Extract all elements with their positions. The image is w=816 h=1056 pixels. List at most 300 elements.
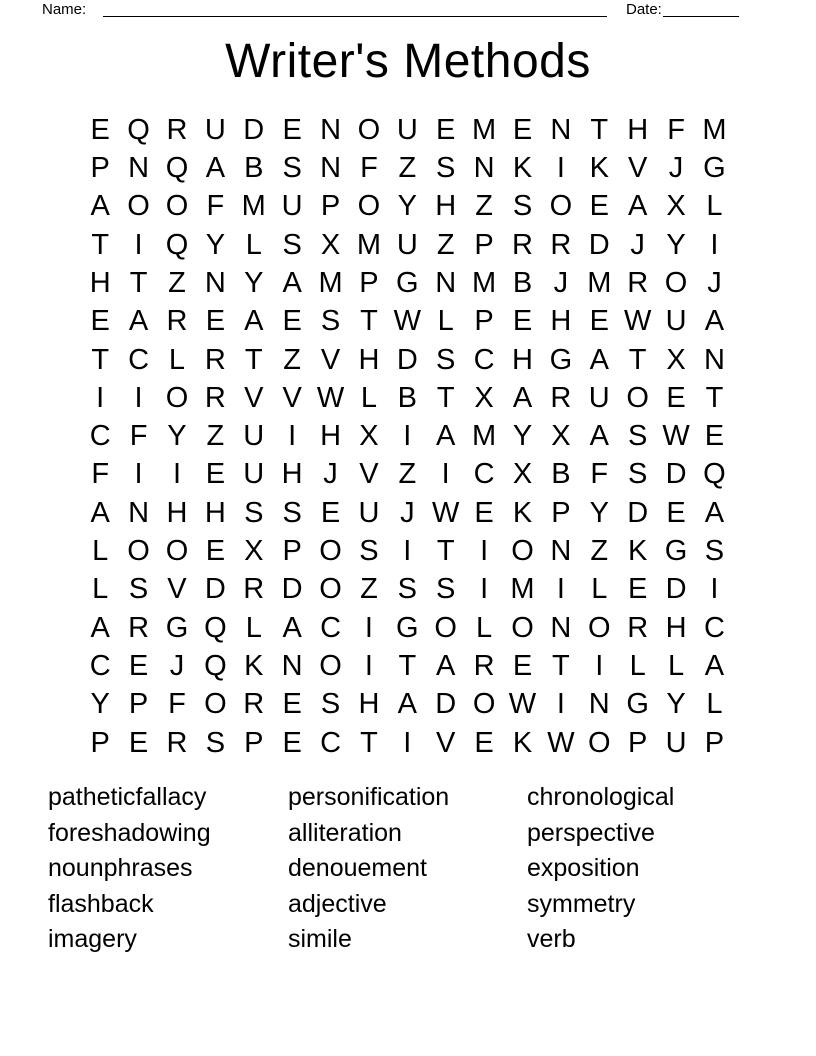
grid-letter: L bbox=[437, 305, 454, 338]
grid-letter: B bbox=[244, 151, 264, 184]
grid-letter: H bbox=[550, 305, 572, 338]
grid-letter: Z bbox=[360, 573, 378, 606]
grid-letter: D bbox=[665, 573, 687, 606]
word-list-item: adjective bbox=[288, 889, 387, 918]
grid-letter: E bbox=[627, 573, 648, 606]
grid-letter: S bbox=[704, 535, 725, 568]
grid-letter: O bbox=[319, 573, 342, 606]
grid-letter: T bbox=[436, 381, 455, 414]
grid-letter: O bbox=[204, 688, 227, 721]
grid-letter: P bbox=[90, 726, 110, 759]
grid-letter: Y bbox=[589, 496, 609, 529]
grid-letter: O bbox=[511, 535, 534, 568]
grid-letter: W bbox=[547, 726, 575, 759]
grid-letter: S bbox=[512, 190, 533, 223]
grid-letter: P bbox=[474, 228, 494, 261]
grid-letter: X bbox=[474, 381, 494, 414]
grid-letter: E bbox=[512, 650, 533, 683]
word-list-item: personification bbox=[288, 783, 450, 811]
grid-letter: L bbox=[591, 573, 608, 606]
grid-letter: E bbox=[512, 113, 533, 146]
grid-letter: R bbox=[550, 228, 572, 261]
grid-letter: M bbox=[702, 113, 727, 146]
grid-letter: O bbox=[357, 113, 381, 146]
grid-letter: I bbox=[710, 228, 719, 261]
grid-letter: V bbox=[436, 726, 456, 759]
grid-letter: T bbox=[129, 266, 148, 299]
grid-letter: W bbox=[393, 305, 421, 338]
grid-letter: Z bbox=[398, 151, 417, 184]
grid-letter: I bbox=[441, 458, 450, 491]
grid-letter: X bbox=[359, 420, 379, 453]
grid-letter: D bbox=[281, 573, 303, 606]
grid-letter: Y bbox=[244, 266, 264, 299]
grid-letter: G bbox=[664, 535, 688, 568]
grid-letter: M bbox=[472, 420, 497, 453]
grid-letter: E bbox=[589, 305, 609, 338]
grid-letter: C bbox=[89, 650, 111, 683]
grid-letter: U bbox=[396, 228, 418, 261]
name-label: Name: bbox=[42, 1, 87, 18]
grid-letter: L bbox=[245, 228, 262, 261]
grid-letter: R bbox=[550, 381, 572, 414]
grid-letter: N bbox=[550, 611, 572, 644]
grid-letter: K bbox=[244, 650, 264, 683]
grid-letter: E bbox=[205, 535, 226, 568]
grid-letter: E bbox=[436, 113, 456, 146]
grid-letter: C bbox=[473, 458, 495, 491]
grid-letter: S bbox=[282, 151, 302, 184]
grid-letter: X bbox=[666, 190, 686, 223]
grid-letter: N bbox=[204, 266, 226, 299]
grid-letter: H bbox=[89, 266, 111, 299]
word-list-item: foreshadowing bbox=[48, 818, 211, 847]
grid-letter: S bbox=[320, 305, 341, 338]
grid-letter: E bbox=[666, 496, 686, 529]
grid-letter: K bbox=[512, 726, 533, 759]
grid-letter: C bbox=[703, 611, 725, 644]
grid-letter: I bbox=[556, 573, 565, 606]
grid-letter: O bbox=[165, 535, 189, 568]
grid-letter: J bbox=[323, 458, 338, 491]
grid-letter: D bbox=[243, 113, 265, 146]
grid-letter: E bbox=[666, 381, 686, 414]
grid-letter: V bbox=[167, 573, 187, 606]
grid-letter: T bbox=[552, 650, 570, 683]
word-list-column-1 bbox=[48, 780, 288, 958]
grid-letter: J bbox=[169, 650, 185, 683]
grid-letter: V bbox=[244, 381, 264, 414]
grid-letter: W bbox=[316, 381, 345, 414]
grid-letter: G bbox=[396, 611, 419, 644]
grid-letter: S bbox=[436, 573, 456, 606]
grid-letter: T bbox=[590, 113, 609, 146]
grid-letter: H bbox=[166, 496, 188, 529]
grid-letter: F bbox=[206, 190, 225, 223]
grid-letter: V bbox=[627, 151, 648, 184]
word-list-column-3 bbox=[527, 780, 767, 958]
grid-letter: I bbox=[172, 458, 181, 491]
grid-letter: O bbox=[357, 190, 381, 223]
word-list-item: exposition bbox=[527, 854, 640, 883]
grid-letter: M bbox=[587, 266, 612, 299]
grid-letter: L bbox=[360, 381, 377, 414]
grid-letter: Y bbox=[90, 688, 110, 721]
grid-letter: C bbox=[320, 611, 342, 644]
grid-letter: F bbox=[91, 458, 110, 491]
grid-letter: S bbox=[436, 343, 456, 376]
grid-letter: O bbox=[127, 190, 150, 223]
grid-letter: D bbox=[588, 228, 610, 261]
grid-letter: L bbox=[706, 688, 723, 721]
grid-letter: C bbox=[473, 343, 495, 376]
grid-letter: R bbox=[204, 381, 226, 414]
grid-letter: M bbox=[472, 113, 497, 146]
grid-letter: G bbox=[549, 343, 573, 376]
grid-letter: U bbox=[204, 113, 226, 146]
grid-letter: A bbox=[397, 688, 417, 721]
grid-letter: E bbox=[704, 420, 725, 453]
grid-letter: L bbox=[706, 190, 723, 223]
grid-letter: R bbox=[627, 611, 649, 644]
grid-letter: B bbox=[397, 381, 417, 414]
grid-letter: A bbox=[90, 496, 110, 529]
grid-letter: J bbox=[630, 228, 645, 261]
grid-letter: N bbox=[588, 688, 610, 721]
grid-letter: P bbox=[320, 190, 341, 223]
grid-letter: S bbox=[244, 496, 264, 529]
grid-letter: S bbox=[320, 688, 341, 721]
grid-letter: N bbox=[281, 650, 303, 683]
grid-letter: Y bbox=[666, 228, 686, 261]
grid-letter: A bbox=[282, 266, 302, 299]
grid-letter: G bbox=[165, 611, 189, 644]
word-list-item: perspective bbox=[527, 818, 655, 847]
grid-letter: E bbox=[282, 113, 302, 146]
grid-letter: T bbox=[436, 535, 455, 568]
grid-letter: C bbox=[320, 726, 342, 759]
grid-letter: F bbox=[168, 688, 186, 721]
grid-letter: U bbox=[358, 496, 380, 529]
grid-letter: R bbox=[512, 228, 533, 261]
grid-letter: F bbox=[590, 458, 609, 491]
word-list-item: symmetry bbox=[527, 889, 636, 918]
grid-letter: M bbox=[318, 266, 343, 299]
grid-letter: R bbox=[243, 573, 265, 606]
grid-letter: I bbox=[134, 458, 143, 491]
grid-letter: N bbox=[320, 113, 342, 146]
grid-letter: G bbox=[703, 151, 726, 184]
grid-letter: W bbox=[662, 420, 690, 453]
grid-letter: P bbox=[551, 496, 571, 529]
grid-letter: I bbox=[134, 228, 143, 261]
grid-letter: Q bbox=[204, 650, 227, 683]
grid-letter: H bbox=[627, 113, 649, 146]
page-title: Writer's Methods bbox=[225, 35, 591, 88]
grid-letter: P bbox=[627, 726, 648, 759]
grid-letter: O bbox=[511, 611, 534, 644]
grid-letter: I bbox=[134, 381, 143, 414]
grid-letter: L bbox=[476, 611, 493, 644]
word-list-item: flashback bbox=[48, 889, 154, 918]
grid-letter: O bbox=[127, 535, 150, 568]
grid-letter: L bbox=[667, 650, 685, 683]
grid-letter: E bbox=[282, 305, 302, 338]
grid-letter: K bbox=[627, 535, 648, 568]
grid-letter: E bbox=[512, 305, 533, 338]
grid-letter: M bbox=[356, 228, 382, 261]
grid-letter: T bbox=[91, 343, 110, 376]
grid-letter: E bbox=[128, 650, 149, 683]
grid-letter: W bbox=[508, 688, 537, 721]
grid-letter: T bbox=[91, 228, 110, 261]
grid-letter: I bbox=[710, 573, 719, 606]
grid-letter: U bbox=[665, 305, 687, 338]
grid-letter: I bbox=[364, 650, 373, 683]
grid-letter: O bbox=[472, 688, 496, 721]
grid-letter: N bbox=[128, 496, 150, 529]
grid-letter: J bbox=[400, 496, 415, 529]
grid-letter: Q bbox=[703, 458, 726, 491]
grid-letter: H bbox=[512, 343, 533, 376]
word-list-item: alliteration bbox=[288, 818, 402, 847]
grid-letter: E bbox=[90, 305, 110, 338]
grid-letter: L bbox=[168, 343, 186, 376]
grid-letter: A bbox=[436, 650, 456, 683]
grid-letter: P bbox=[282, 535, 302, 568]
grid-letter: A bbox=[90, 190, 110, 223]
grid-letter: U bbox=[281, 190, 303, 223]
grid-letter: I bbox=[556, 688, 565, 721]
grid-letter: A bbox=[589, 343, 609, 376]
grid-letter: J bbox=[668, 151, 684, 184]
grid-letter: Z bbox=[398, 458, 417, 491]
grid-letter: S bbox=[397, 573, 417, 606]
grid-letter: A bbox=[128, 305, 149, 338]
word-list-item: nounphrases bbox=[48, 854, 193, 883]
grid-letter: I bbox=[480, 535, 489, 568]
word-list-item: denouement bbox=[288, 854, 428, 883]
grid-letter: I bbox=[364, 611, 373, 644]
grid-letter: A bbox=[282, 611, 302, 644]
grid-letter: V bbox=[320, 343, 341, 376]
grid-letter: X bbox=[551, 420, 571, 453]
grid-letter: W bbox=[623, 305, 652, 338]
grid-letter: N bbox=[550, 113, 572, 146]
grid-letter: O bbox=[165, 381, 189, 414]
grid-letter: Z bbox=[206, 420, 225, 453]
grid-letter: H bbox=[358, 343, 380, 376]
grid-letter: N bbox=[473, 151, 495, 184]
grid-letter: Y bbox=[397, 190, 417, 223]
grid-letter: I bbox=[96, 381, 105, 414]
grid-letter: I bbox=[480, 573, 489, 606]
grid-letter: Z bbox=[436, 228, 455, 261]
grid-letter: E bbox=[282, 688, 302, 721]
grid-letter: H bbox=[358, 688, 380, 721]
grid-letter: M bbox=[241, 190, 266, 223]
grid-letter: T bbox=[705, 381, 724, 414]
grid-letter: N bbox=[320, 151, 342, 184]
grid-letter: Q bbox=[165, 151, 189, 184]
grid-letter: L bbox=[629, 650, 646, 683]
grid-letter: Y bbox=[512, 420, 533, 453]
grid-letter: L bbox=[92, 573, 109, 606]
grid-letter: E bbox=[474, 496, 494, 529]
grid-letter: D bbox=[396, 343, 418, 376]
grid-letter: R bbox=[204, 343, 226, 376]
grid-letter: Z bbox=[590, 535, 609, 568]
grid-letter: R bbox=[166, 305, 188, 338]
grid-letter: S bbox=[205, 726, 226, 759]
date-blank-line bbox=[663, 16, 739, 17]
grid-letter: P bbox=[474, 305, 494, 338]
grid-letter: F bbox=[667, 113, 685, 146]
word-list-item: patheticfallacy bbox=[48, 783, 207, 811]
grid-letter: S bbox=[282, 228, 302, 261]
grid-letter: A bbox=[704, 650, 725, 683]
grid-letter: A bbox=[244, 305, 264, 338]
grid-letter: Z bbox=[168, 266, 186, 299]
grid-letter: E bbox=[205, 305, 226, 338]
grid-letter: Q bbox=[127, 113, 150, 146]
grid-letter: A bbox=[589, 420, 609, 453]
grid-letter: T bbox=[398, 650, 417, 683]
grid-letter: U bbox=[396, 113, 418, 146]
word-search-grid bbox=[81, 111, 734, 762]
grid-letter: E bbox=[205, 458, 226, 491]
grid-letter: L bbox=[92, 535, 109, 568]
grid-letter: N bbox=[435, 266, 457, 299]
grid-letter: Q bbox=[204, 611, 227, 644]
grid-letter: I bbox=[595, 650, 604, 683]
grid-letter: O bbox=[626, 381, 649, 414]
grid-letter: D bbox=[204, 573, 226, 606]
grid-letter: K bbox=[512, 496, 533, 529]
grid-letter: O bbox=[587, 726, 611, 759]
grid-letter: S bbox=[627, 420, 648, 453]
grid-letter: T bbox=[244, 343, 263, 376]
grid-letter: T bbox=[628, 343, 647, 376]
grid-letter: A bbox=[627, 190, 648, 223]
grid-letter: E bbox=[589, 190, 609, 223]
grid-letter: S bbox=[282, 496, 302, 529]
grid-letter: O bbox=[319, 650, 342, 683]
grid-letter: E bbox=[474, 726, 494, 759]
grid-letter: P bbox=[90, 151, 110, 184]
word-list-item: chronological bbox=[527, 783, 675, 811]
grid-letter: F bbox=[129, 420, 148, 453]
grid-letter: U bbox=[243, 458, 265, 491]
grid-letter: X bbox=[320, 228, 341, 261]
grid-letter: I bbox=[403, 420, 412, 453]
grid-letter: T bbox=[360, 305, 378, 338]
grid-letter: O bbox=[664, 266, 688, 299]
grid-letter: A bbox=[704, 496, 725, 529]
grid-letter: P bbox=[128, 688, 149, 721]
grid-letter: S bbox=[436, 151, 456, 184]
grid-letter: G bbox=[396, 266, 419, 299]
grid-letter: O bbox=[165, 190, 189, 223]
grid-letter: R bbox=[627, 266, 649, 299]
grid-letter: N bbox=[703, 343, 725, 376]
grid-letter: X bbox=[244, 535, 264, 568]
word-list-item: verb bbox=[527, 925, 576, 954]
grid-letter: T bbox=[360, 726, 378, 759]
grid-letter: H bbox=[320, 420, 342, 453]
word-list-item: imagery bbox=[48, 925, 137, 954]
grid-letter: K bbox=[512, 151, 533, 184]
grid-letter: R bbox=[166, 113, 188, 146]
grid-letter: N bbox=[128, 151, 150, 184]
grid-letter: E bbox=[90, 113, 110, 146]
grid-letter: R bbox=[166, 726, 188, 759]
grid-letter: P bbox=[359, 266, 379, 299]
grid-letter: A bbox=[704, 305, 725, 338]
grid-letter: E bbox=[128, 726, 149, 759]
grid-letter: P bbox=[244, 726, 264, 759]
grid-letter: H bbox=[435, 190, 457, 223]
grid-letter: M bbox=[510, 573, 535, 606]
grid-letter: B bbox=[551, 458, 571, 491]
grid-letter: I bbox=[403, 535, 412, 568]
grid-letter: R bbox=[473, 650, 495, 683]
grid-letter: A bbox=[512, 381, 533, 414]
name-blank-line bbox=[103, 16, 607, 17]
grid-letter: K bbox=[589, 151, 609, 184]
grid-letter: G bbox=[626, 688, 649, 721]
date-label: Date: bbox=[626, 1, 662, 18]
grid-letter: F bbox=[360, 151, 378, 184]
grid-letter: X bbox=[666, 343, 686, 376]
grid-letter: E bbox=[282, 726, 302, 759]
grid-letter: D bbox=[627, 496, 649, 529]
grid-letter: D bbox=[435, 688, 457, 721]
grid-letter: R bbox=[128, 611, 150, 644]
grid-letter: J bbox=[707, 266, 722, 299]
grid-letter: A bbox=[90, 611, 110, 644]
grid-letter: U bbox=[588, 381, 610, 414]
grid-letter: I bbox=[403, 726, 412, 759]
grid-letter: O bbox=[587, 611, 611, 644]
grid-letter: V bbox=[359, 458, 379, 491]
grid-letter: Y bbox=[666, 688, 686, 721]
grid-letter: A bbox=[436, 420, 456, 453]
grid-letter: R bbox=[243, 688, 265, 721]
word-list-item: simile bbox=[288, 925, 352, 954]
grid-letter: U bbox=[243, 420, 265, 453]
grid-letter: C bbox=[128, 343, 150, 376]
grid-letter: E bbox=[320, 496, 341, 529]
grid-letter: O bbox=[434, 611, 457, 644]
grid-letter: N bbox=[550, 535, 572, 568]
grid-letter: O bbox=[549, 190, 573, 223]
grid-letter: Q bbox=[165, 228, 189, 261]
grid-letter: Z bbox=[475, 190, 493, 223]
grid-letter: Y bbox=[205, 228, 226, 261]
grid-letter: Y bbox=[167, 420, 187, 453]
grid-letter: W bbox=[432, 496, 460, 529]
grid-letter: U bbox=[665, 726, 687, 759]
grid-letter: B bbox=[512, 266, 533, 299]
grid-letter: D bbox=[665, 458, 687, 491]
grid-letter: H bbox=[204, 496, 226, 529]
grid-letter: V bbox=[282, 381, 302, 414]
grid-letter: X bbox=[512, 458, 533, 491]
grid-letter: Z bbox=[283, 343, 301, 376]
grid-letter: I bbox=[556, 151, 565, 184]
word-list-column-2 bbox=[288, 780, 527, 958]
